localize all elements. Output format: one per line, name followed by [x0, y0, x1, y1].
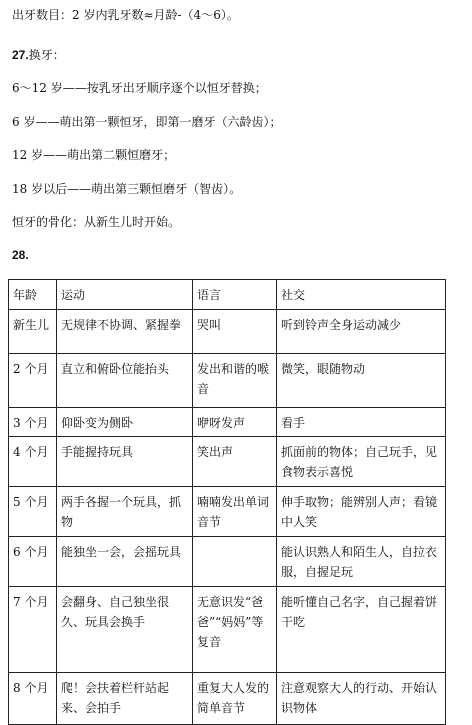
- table-row: [9, 408, 446, 437]
- cell-social: 听到铃声全身运动减少: [277, 310, 446, 354]
- cell-social: 注意观察大人的行动、开始认识物体: [277, 673, 446, 725]
- cell-social: 看手: [277, 408, 446, 437]
- cell-motor: 手能握持玩具: [57, 437, 193, 487]
- cell-motor: 仰卧变为侧卧: [57, 408, 193, 437]
- cell-motor: 两手各握一个玩具，抓物: [57, 487, 193, 537]
- cell-motor: 爬！会扶着栏杆站起来、会拍手: [57, 673, 193, 725]
- section-27-number: 27.: [12, 48, 29, 62]
- table-row: [9, 587, 446, 673]
- cell-motor: 能独坐一会，会摇玩具: [57, 537, 193, 587]
- cell-language: 发出和谐的喉音: [193, 354, 277, 408]
- cell-social: 微笑，眼随物动: [277, 354, 446, 408]
- header-motor: 运动: [57, 280, 193, 310]
- cell-age: 8 个月: [9, 673, 57, 725]
- table-row: [9, 437, 446, 487]
- development-milestones-table: [8, 279, 446, 725]
- section-27-title: 换牙：: [28, 48, 65, 62]
- cell-social: 能听懂自己名字，自己握着饼干吃: [277, 587, 446, 673]
- table-row: [9, 673, 446, 725]
- tooth-count-line: 出牙数目：2 岁内乳牙数≈月龄-（4～6）。: [12, 8, 239, 22]
- cell-motor: 无规律不协调、紧握拳: [57, 310, 193, 354]
- cell-social: 伸手取物；能辨别人声；看镜中人笑: [277, 487, 446, 537]
- cell-language: 笑出声: [193, 437, 277, 487]
- cell-age: 2 个月: [9, 354, 57, 408]
- cell-age: 6 个月: [9, 537, 57, 587]
- cell-motor: 会翻身、自己独坐很久、玩具会换手: [57, 587, 193, 673]
- cell-age: 5 个月: [9, 487, 57, 537]
- cell-motor: 直立和俯卧位能抬头: [57, 354, 193, 408]
- cell-social: 抓面前的物体；自己玩手，见食物表示喜悦: [277, 437, 446, 487]
- cell-age: 7 个月: [9, 587, 57, 673]
- cell-language: [193, 537, 277, 587]
- cell-age: 新生儿: [9, 310, 57, 354]
- header-language: 语言: [193, 280, 277, 310]
- tooth-replacement-line-1: 6～12 岁——按乳牙出牙顺序逐个以恒牙替换；: [12, 81, 267, 95]
- table-row: [9, 487, 446, 537]
- section-28-heading: 28.: [12, 248, 29, 262]
- cell-language: 咿呀发声: [193, 408, 277, 437]
- tooth-replacement-line-4: 18 岁以后——萌出第三颗恒磨牙（智齿）。: [12, 182, 242, 196]
- cell-language: 喃喃发出单词音节: [193, 487, 277, 537]
- table-header-row: [9, 280, 446, 310]
- table-row: [9, 310, 446, 354]
- header-age: 年龄: [9, 280, 57, 310]
- cell-language: 哭叫: [193, 310, 277, 354]
- tooth-replacement-line-3: 12 岁——萌出第二颗恒磨牙；: [12, 148, 176, 162]
- ossification-line: 恒牙的骨化：从新生儿时开始。: [12, 215, 181, 229]
- section-27-heading: [12, 47, 65, 63]
- cell-age: 3 个月: [9, 408, 57, 437]
- cell-social: 能认识熟人和陌生人，自拉衣服，自握足玩: [277, 537, 446, 587]
- cell-language: 无意识发“爸爸”“妈妈”等复音: [193, 587, 277, 673]
- table-row: [9, 354, 446, 408]
- table-row: [9, 537, 446, 587]
- tooth-replacement-line-2: 6 岁——萌出第一颗恒牙，即第一磨牙（六龄齿）；: [12, 115, 282, 129]
- cell-language: 重复大人发的简单音节: [193, 673, 277, 725]
- cell-age: 4 个月: [9, 437, 57, 487]
- header-social: 社交: [277, 280, 446, 310]
